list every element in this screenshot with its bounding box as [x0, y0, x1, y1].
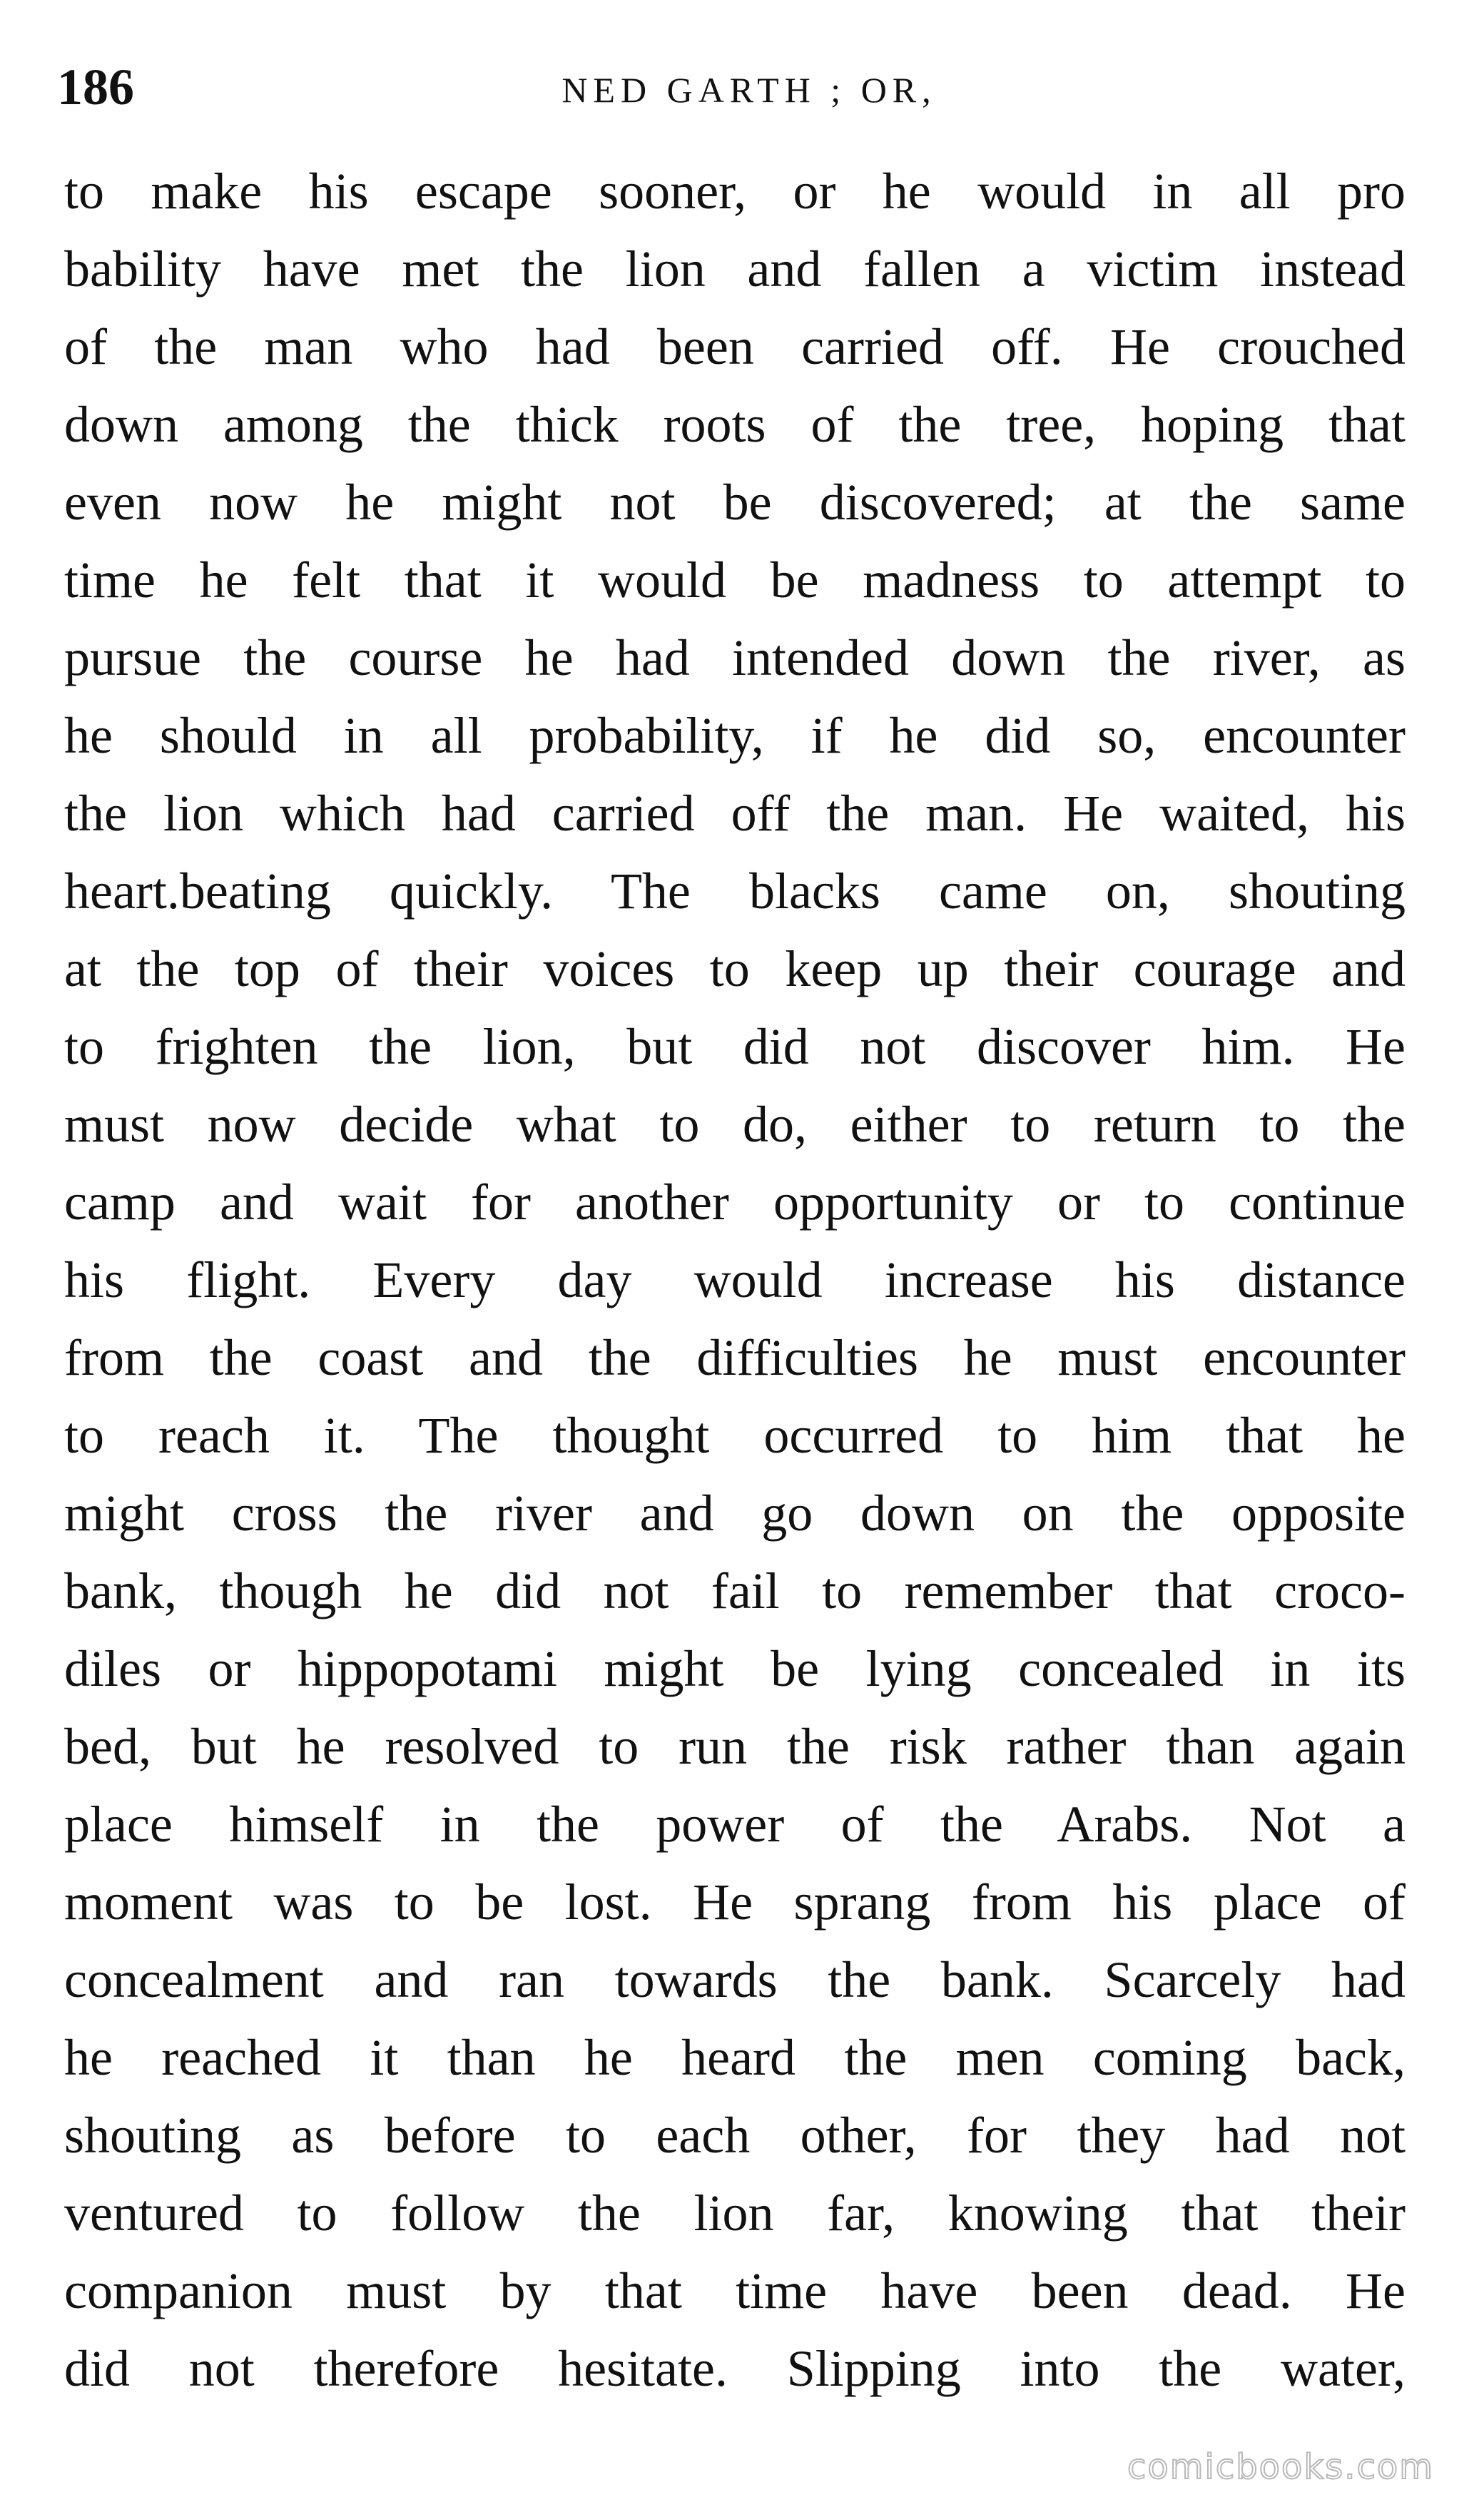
text-line: he reached it than he heard the men coming back, — [64, 2029, 1406, 2086]
text-line: his flight. Every day would increase his distance — [64, 1251, 1406, 1308]
text-line: to reach it. The thought occurred to him that he — [64, 1407, 1406, 1464]
text-line: concealment and ran towards the bank. Scarcely had — [64, 1951, 1406, 2008]
text-line: must now decide what to do, either to return to the — [64, 1096, 1406, 1153]
text-line: at the top of their voices to keep up their courage and — [64, 940, 1406, 997]
text-line: shouting as before to each other, for they had not — [64, 2107, 1406, 2164]
text-line: to make his escape sooner, or he would in all pro — [64, 163, 1406, 220]
text-line: ventured to follow the lion far, knowing that their — [64, 2185, 1406, 2242]
body-text — [64, 153, 1406, 2408]
text-line: bank, though he did not fail to remember that croco- — [64, 1562, 1406, 1619]
page-number: 186 — [57, 59, 134, 116]
text-line: place himself in the power of the Arabs. Not a — [64, 1796, 1406, 1853]
text-line: bed, but he resolved to run the risk rather than again — [64, 1718, 1406, 1775]
text-line: to frighten the lion, but did not discover him. He — [64, 1018, 1406, 1075]
text-line: moment was to be lost. He sprang from his place of — [64, 1873, 1406, 1931]
text-line: even now he might not be discovered; at the same — [64, 474, 1406, 531]
text-line: the lion which had carried off the man. He waited, his — [64, 785, 1406, 842]
text-line: camp and wait for another opportunity or to continue — [64, 1174, 1406, 1231]
text-line: pursue the course he had intended down the river, as — [64, 629, 1406, 686]
text-line: bability have met the lion and fallen a victim instead — [64, 240, 1406, 298]
text-line: down among the thick roots of the tree, hoping that — [64, 396, 1406, 453]
page-header — [57, 51, 1441, 130]
text-line: of the man who had been carried off. He crouched — [64, 318, 1406, 375]
text-line: heart.beating quickly. The blacks came on, shouting — [64, 863, 1406, 920]
text-line: diles or hippopotami might be lying concealed in its — [64, 1640, 1406, 1697]
text-line: did not therefore hesitate. Slipping into the water, — [64, 2340, 1406, 2397]
text-line: might cross the river and go down on the opposite — [64, 1485, 1406, 1542]
text-line: time he felt that it would be madness to attempt to — [64, 551, 1406, 609]
text-line: he should in all probability, if he did so, encounter — [64, 707, 1406, 764]
site-watermark: comicbooks.com — [1127, 2447, 1434, 2487]
text-line: from the coast and the difficulties he must encounter — [64, 1329, 1406, 1386]
text-line: companion must by that time have been dead. He — [64, 2262, 1406, 2319]
running-title: NED GARTH ; OR, — [561, 70, 937, 110]
